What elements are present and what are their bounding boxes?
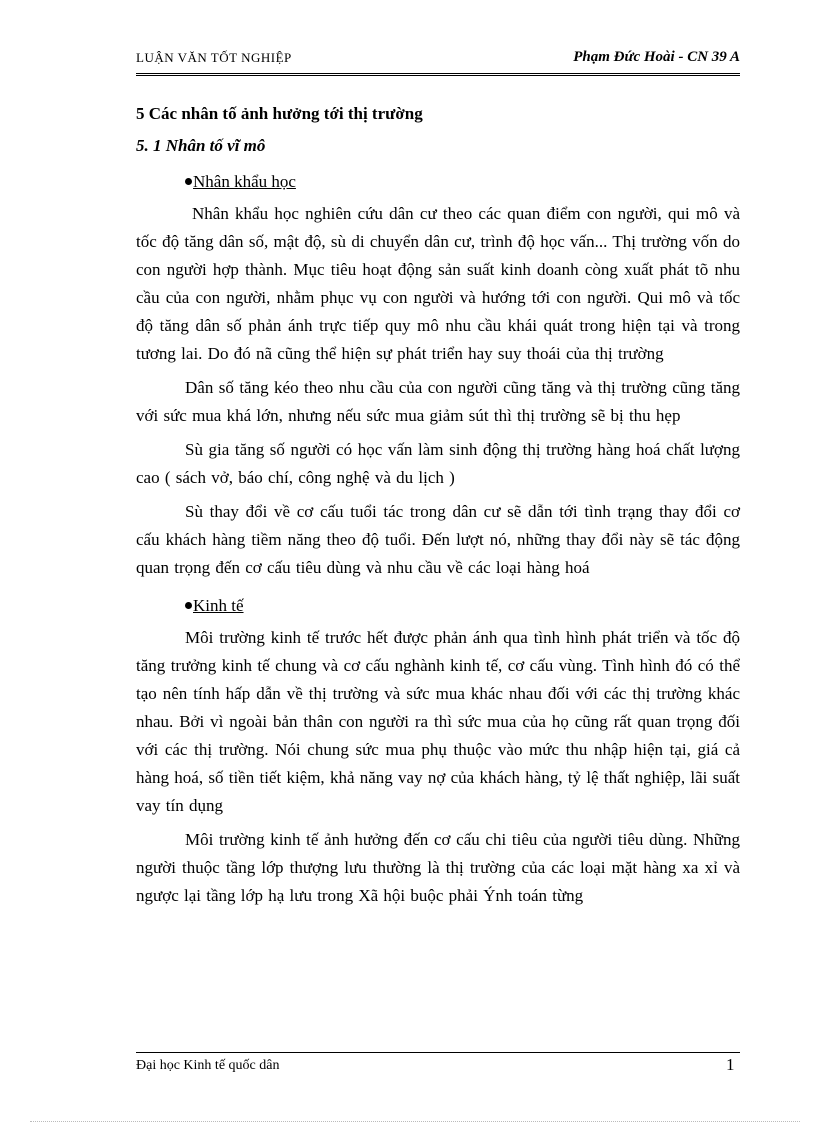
bullet-economy: [136, 588, 740, 624]
header-author: Phạm Đức Hoài - CN 39 A: [573, 49, 740, 65]
header-thesis-label: LUẬN VĂN TỐT NGHIỆP: [136, 50, 292, 65]
footer-divider: [136, 1052, 740, 1053]
subsection-heading: 5. 1 Nhân tố vĩ mô: [136, 136, 266, 155]
paragraph-education: Sù gia tăng số người có học vấn làm sinh động thị trường hàng hoá chất lượng cao ( sách vở, báo chí, công nghệ và du lịch ): [136, 440, 740, 487]
page-edge-divider: [30, 1121, 800, 1122]
bullet-dot-icon: [185, 178, 192, 185]
footer-university: Đại học Kinh tế quốc dân: [136, 1058, 280, 1073]
document-body: [136, 100, 740, 916]
page-header: [136, 50, 740, 70]
bullet-label: Kinh tế: [193, 596, 244, 615]
paragraph-age-structure: Sù thay đổi về cơ cấu tuổi tác trong dân cư sẽ dẫn tới tình trạng thay đổi cơ cấu khách hàng tiềm năng theo độ tuổi. Đến lượt nó, những thay đổi này sẽ tác động quan trọng đến cơ cấu tiêu dùng và nhu cầu về các loại hàng hoá: [136, 502, 740, 577]
header-divider: [136, 73, 740, 76]
paragraph-demography-intro: Nhân khẩu học nghiên cứu dân cư theo các quan điểm con người, qui mô và tốc độ tăng dân số, mật độ, sù di chuyển dân cư, trình độ học vấn... Thị trường vốn do con người hợp thành. Mục tiêu hoạt động sản suất kinh doanh còng xuất phát tõ nhu cầu của con người, nhằm phục vụ con người và hướng tới con người. Qui mô và tốc độ tăng dân số phản ánh trực tiếp quy mô nhu cầu khái quát trong hiện tại và trong tương lai. Do đó nã cũng thể hiện sự phát triển hay suy thoái của thị trường: [136, 204, 740, 363]
paragraph-economic-environment: Môi trường kinh tế trước hết được phản ánh qua tình hình phát triển và tốc độ tăng trưởng kinh tế chung và cơ cấu nghành kinh tế, cơ cấu vùng. Tình hình đó có thể tạo nên tính hấp dẫn về thị trường và sức mua khác nhau đối với các thị trường khác nhau. Bởi vì ngoài bản thân con người ra thì sức mua của họ cũng rất quan trọng đối với các thị trường. Nói chung sức mua phụ thuộc vào mức thu nhập hiện tại, giá cả hàng hoá, số tiền tiết kiệm, khả năng vay nợ của khách hàng, tỷ lệ thất nghiệp, lãi suất vay tín dụng: [136, 628, 740, 815]
bullet-dot-icon: [185, 602, 192, 609]
bullet-label: Nhân khẩu học: [193, 172, 296, 191]
section-heading: 5 Các nhân tố ảnh hưởng tới thị trường: [136, 104, 423, 123]
paragraph-population-growth: Dân số tăng kéo theo nhu cầu của con người cũng tăng và thị trường cũng tăng với sức mua khá lớn, nhưng nếu sức mua giảm sút thì thị trường sẽ bị thu hẹp: [136, 378, 740, 425]
page-number: 1: [726, 1055, 735, 1074]
bullet-demography: [136, 164, 740, 200]
paragraph-spending-structure: Môi trường kinh tế ảnh hưởng đến cơ cấu chi tiêu của người tiêu dùng. Những người thuộc tầng lớp thượng lưu thường là thị trường của các loại mặt hàng xa xỉ và ngược lại tầng lớp hạ lưu trong Xã hội buộc phải Ýnh toán từng: [136, 830, 740, 905]
